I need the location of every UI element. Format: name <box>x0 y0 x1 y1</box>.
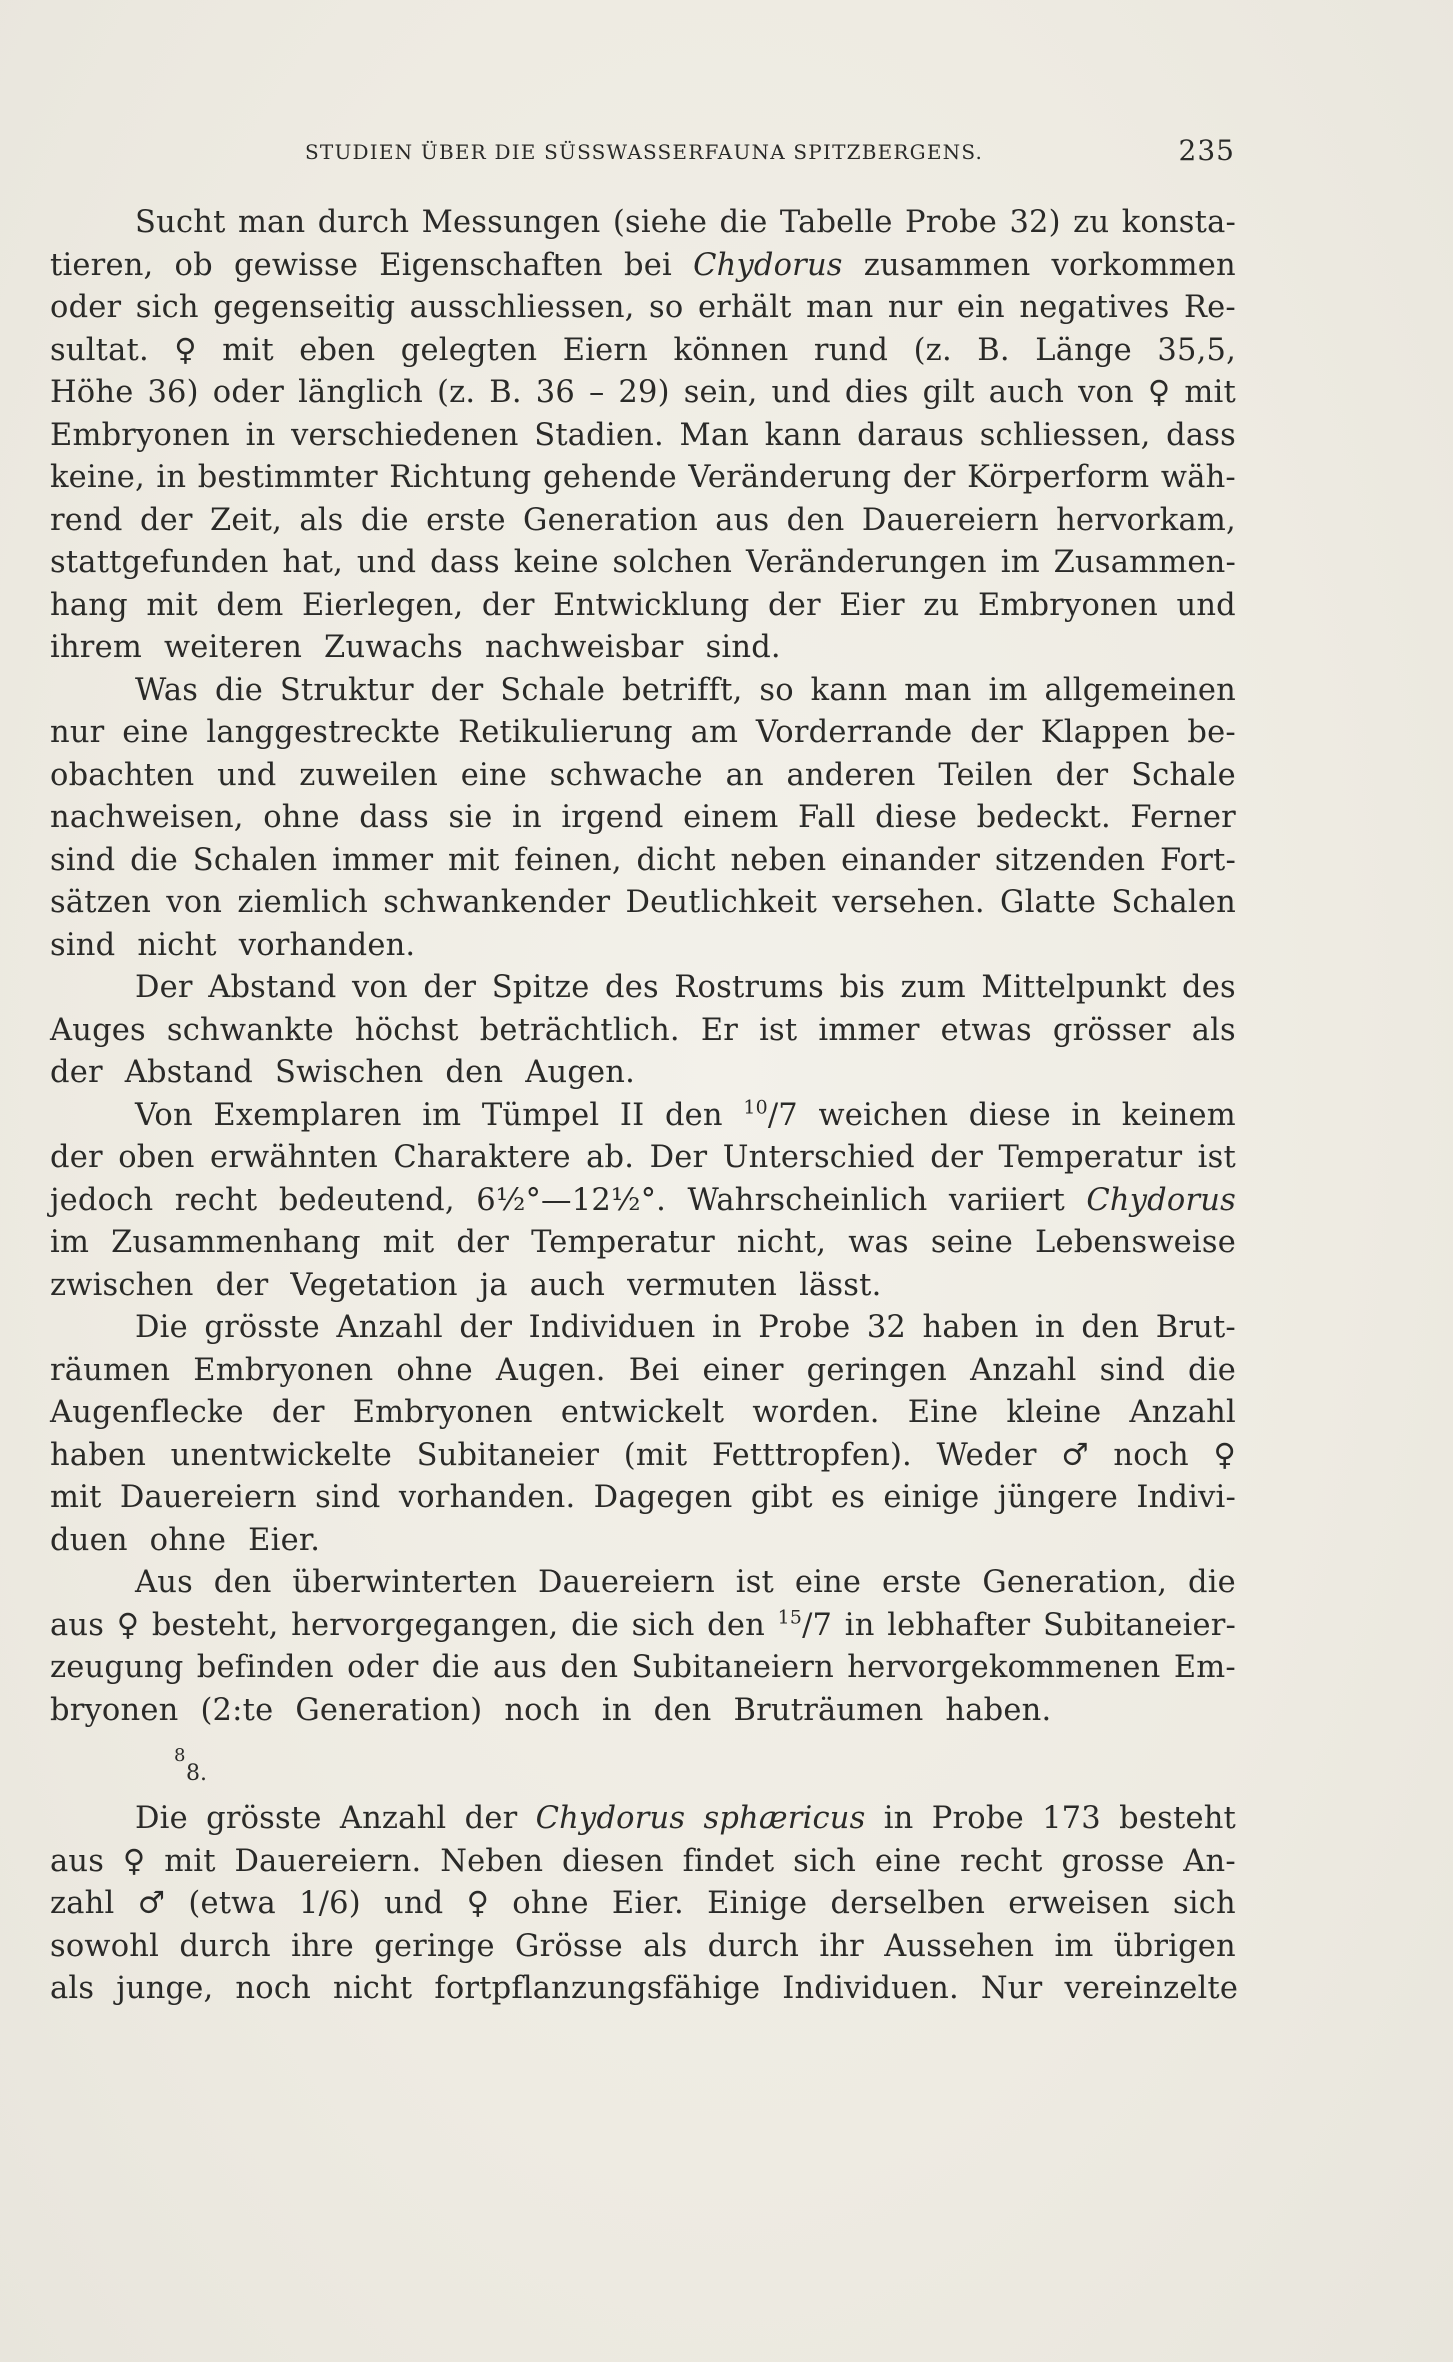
text-line: Augenflecke der Embryonen entwickelt worden. Eine kleine Anzahl <box>50 1395 1236 1430</box>
text-line: aus ♀ besteht, hervorgegangen, die sich den $^{15}$/7 in lebhafter Subitaneier- <box>50 1606 1236 1643</box>
text-line: oder sich gegenseitig ausschliessen, so erhält man nur ein negatives Re- <box>50 290 1236 325</box>
text-line: der oben erwähnten Charaktere ab. Der Unterschied der Temperatur ist <box>50 1140 1236 1175</box>
text-line: nur eine langgestreckte Retikulierung am Vorderrande der Klappen be- <box>50 715 1236 750</box>
text-line: sätzen von ziemlich schwankender Deutlichkeit versehen. Glatte Schalen <box>50 885 1236 920</box>
text-line: hang mit dem Eierlegen, der Entwicklung der Eier zu Embryonen und <box>50 587 1236 623</box>
text-line: Höhe 36) oder länglich (z. B. 36 – 29) sein, und dies gilt auch von ♀ mit <box>50 375 1236 410</box>
page-number: 235 <box>1178 134 1235 167</box>
date-mark <box>50 1735 1236 1801</box>
body-text <box>50 205 1239 2014</box>
paragraph-group-b <box>50 1801 1239 2014</box>
text-line: Aus den überwinterten Dauereiern ist eine erste Generation, die <box>135 1565 1236 1600</box>
text-line: keine, in bestimmter Richtung gehende Veränderung der Körperform wäh- <box>50 460 1236 495</box>
text-line: sind nicht vorhanden. <box>50 927 416 963</box>
text-line: zwischen der Vegetation ja auch vermuten lässt. <box>50 1267 882 1303</box>
text-line: Die grösste Anzahl der Chydorus sphæricus in Probe 173 besteht <box>135 1801 1236 1836</box>
paragraph-group-a <box>50 205 1236 1735</box>
text-line: Der Abstand von der Spitze des Rostrums bis zum Mittelpunkt des <box>135 970 1236 1005</box>
text-line: zahl ♂ (etwa 1/6) und ♀ ohne Eier. Einige derselben erweisen sich <box>50 1886 1236 1921</box>
text-line: Von Exemplaren im Tümpel II den $^{10}$/7 weichen diese in keinem <box>135 1096 1236 1133</box>
running-title: STUDIEN ÜBER DIE SÜSSWASSERFAUNA SPITZBERGENS. <box>305 140 984 164</box>
text-line: stattgefunden hat, und dass keine solchen Veränderungen im Zusammen- <box>50 545 1236 580</box>
text-line: duen ohne Eier. <box>50 1522 321 1558</box>
text-line: jedoch recht bedeutend, 6½°—12½°. Wahrscheinlich variiert Chydorus <box>50 1182 1236 1218</box>
text-line: sind die Schalen immer mit feinen, dicht neben einander sitzenden Fort- <box>50 842 1236 878</box>
text-line: Die grösste Anzahl der Individuen in Probe 32 haben in den Brut- <box>135 1310 1236 1345</box>
text-line: sowohl durch ihre geringe Grösse als durch ihr Aussehen im übrigen <box>50 1928 1236 1964</box>
date-mark-numerator: 8 <box>174 1745 186 1766</box>
text-line: rend der Zeit, als die erste Generation aus den Dauereiern hervorkam, <box>50 502 1236 538</box>
text-line: Sucht man durch Messungen (siehe die Tabelle Probe 32) zu konsta- <box>135 205 1236 240</box>
date-mark-denominator: 8. <box>186 1761 207 1786</box>
page-header <box>305 134 1235 170</box>
text-line: obachten und zuweilen eine schwache an anderen Teilen der Schale <box>50 757 1236 793</box>
text-line: tieren, ob gewisse Eigenschaften bei Chydorus zusammen vorkommen <box>50 247 1236 283</box>
text-line: Embryonen in verschiedenen Stadien. Man kann daraus schliessen, dass <box>50 417 1236 453</box>
text-line: haben unentwickelte Subitaneier (mit Fetttropfen). Weder ♂ noch ♀ <box>50 1437 1236 1473</box>
text-line: bryonen (2:te Generation) noch in den Bruträumen haben. <box>50 1692 1052 1728</box>
text-line: als junge, noch nicht fortpflanzungsfähige Individuen. Nur vereinzelte <box>50 1971 1239 2006</box>
text-line: der Abstand Swischen den Augen. <box>50 1055 636 1090</box>
text-line: sultat. ♀ mit eben gelegten Eiern können rund (z. B. Länge 35,5, <box>50 332 1236 368</box>
text-line: im Zusammenhang mit der Temperatur nicht, was seine Lebensweise <box>50 1225 1236 1260</box>
text-line: aus ♀ mit Dauereiern. Neben diesen findet sich eine recht grosse An- <box>50 1843 1236 1879</box>
text-line: nachweisen, ohne dass sie in irgend einem Fall diese bedeckt. Ferner <box>50 800 1236 835</box>
text-line: Was die Struktur der Schale betrifft, so kann man im allgemeinen <box>135 672 1236 708</box>
text-line: mit Dauereiern sind vorhanden. Dagegen gibt es einige jüngere Indivi- <box>50 1480 1236 1515</box>
text-line: Auges schwankte höchst beträchtlich. Er ist immer etwas grösser als <box>50 1012 1236 1048</box>
text-line: räumen Embryonen ohne Augen. Bei einer geringen Anzahl sind die <box>50 1352 1236 1388</box>
text-line: zeugung befinden oder die aus den Subitaneiern hervorgekommenen Em- <box>50 1650 1236 1685</box>
text-line: ihrem weiteren Zuwachs nachweisbar sind. <box>50 630 781 665</box>
